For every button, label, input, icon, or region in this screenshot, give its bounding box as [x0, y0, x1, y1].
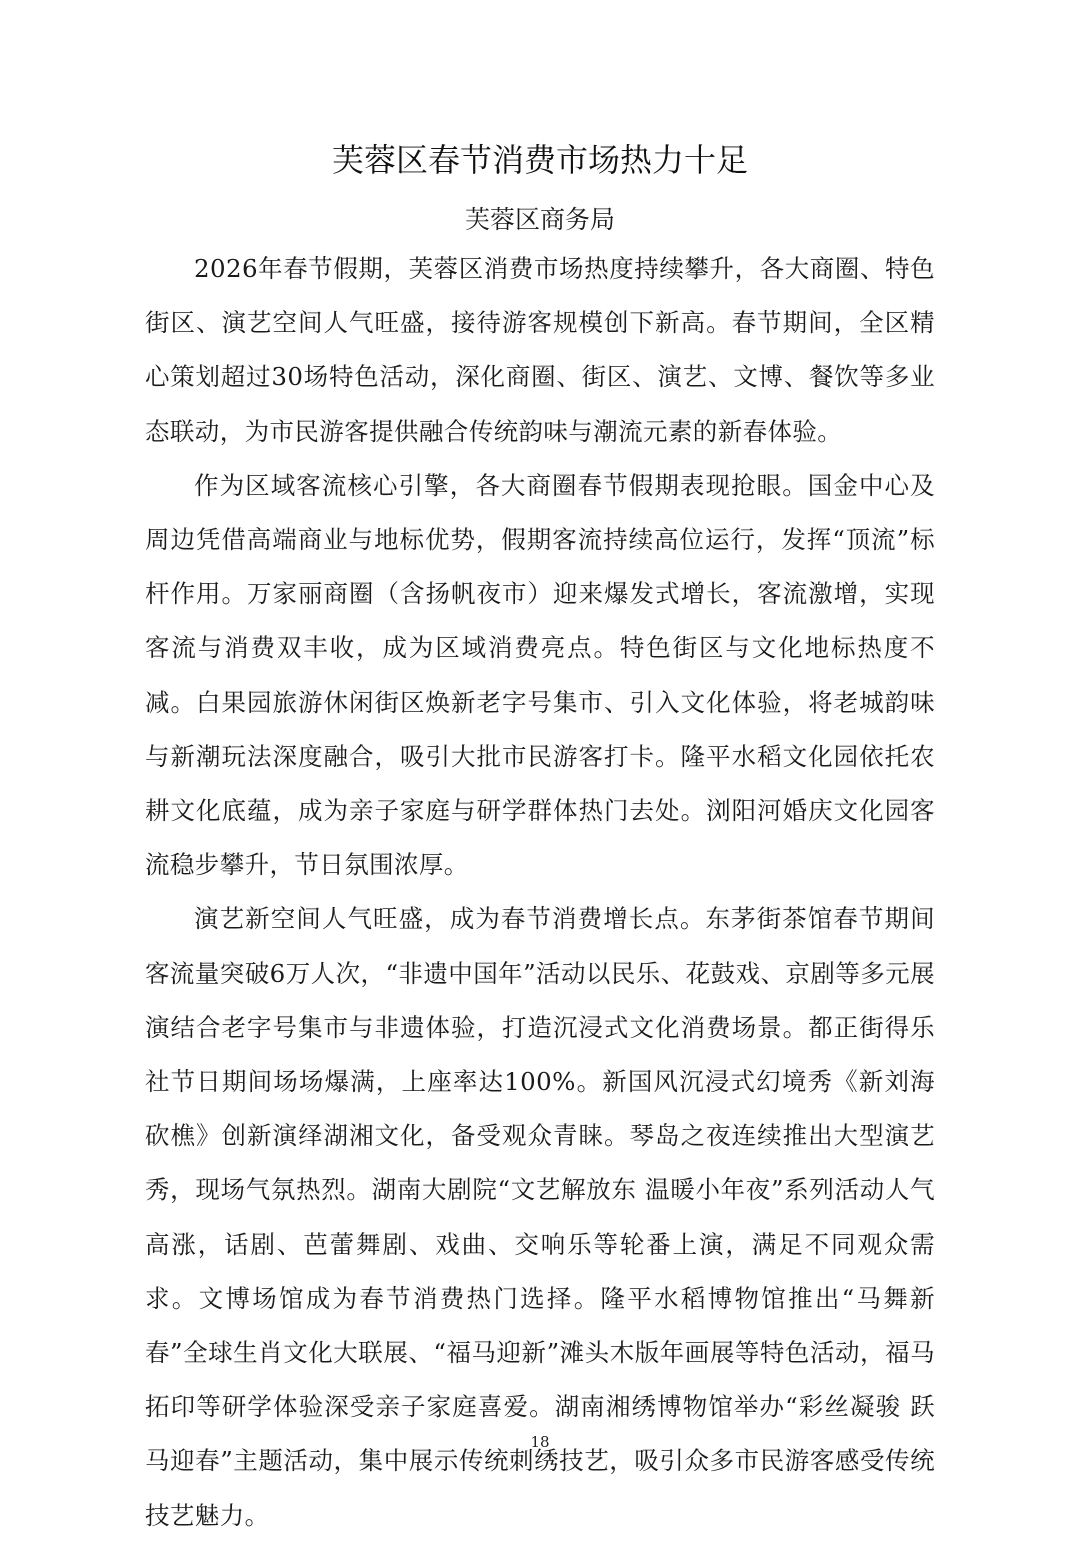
- page-title: 芙蓉区春节消费市场热力十足: [331, 141, 748, 179]
- paragraph-2: 作为区域客流核心引擎，各大商圈春节假期表现抢眼。国金中心及周边凭借高端商业与地标优势，假期客流持续高位运行，发挥“顶流”标杆作用。万家丽商圈（含扬帆夜市）迎来爆发式增长，客流激增，实现客流与消费双丰收，成为区域消费亮点。特色街区与文化地标热度不减。白果园旅游休闲街区焕新老字号集市、引入文化体验，将老城韵味与新潮玩法深度融合，吸引大批市民游客打卡。隆平水稻文化园依托农耕文化底蕴，成为亲子家庭与研学群体热门去处。浏阳河婚庆文化园客流稳步攀升，节日氛围浓厚。: [145, 470, 935, 880]
- paragraph-1: 2026年春节假期，芙蓉区消费市场热度持续攀升，各大商圈、特色街区、演艺空间人气旺盛，接待游客规模创下新高。春节期间，全区精心策划超过30场特色活动，深化商圈、街区、演艺、文博、餐饮等多业态联动，为市民游客提供融合传统韵味与潮流元素的新春体验。: [145, 254, 935, 446]
- page-number: 18: [530, 1433, 550, 1451]
- author-line: 芙蓉区商务局: [464, 205, 615, 234]
- article-body: [145, 242, 935, 1543]
- paragraph-3: 演艺新空间人气旺盛，成为春节消费增长点。东茅街茶馆春节期间客流量突破6万人次，“非遗中国年”活动以民乐、花鼓戏、京剧等多元展演结合老字号集市与非遗体验，打造沉浸式文化消费场景。都正街得乐社节日期间场场爆满，上座率达100%。新国风沉浸式幻境秀《新刘海砍樵》创新演绎湖湘文化，备受观众青睐。琴岛之夜连续推出大型演艺秀，现场气氛热烈。湖南大剧院“文艺解放东 温暖小年夜”系列活动人气高涨，话剧、芭蕾舞剧、戏曲、交响乐等轮番上演，满足不同观众需求。文博场馆成为春节消费热门选择。隆平水稻博物馆推出“马舞新春”全球生肖文化大联展、“福马迎新”滩头木版年画展等特色活动，福马拓印等研学体验深受亲子家庭喜爱。湖南湘绣博物馆举办“彩丝凝骏 跃马迎春”主题活动，集中展示传统刺绣技艺，吸引众多市民游客感受传统技艺魅力。: [145, 904, 935, 1530]
